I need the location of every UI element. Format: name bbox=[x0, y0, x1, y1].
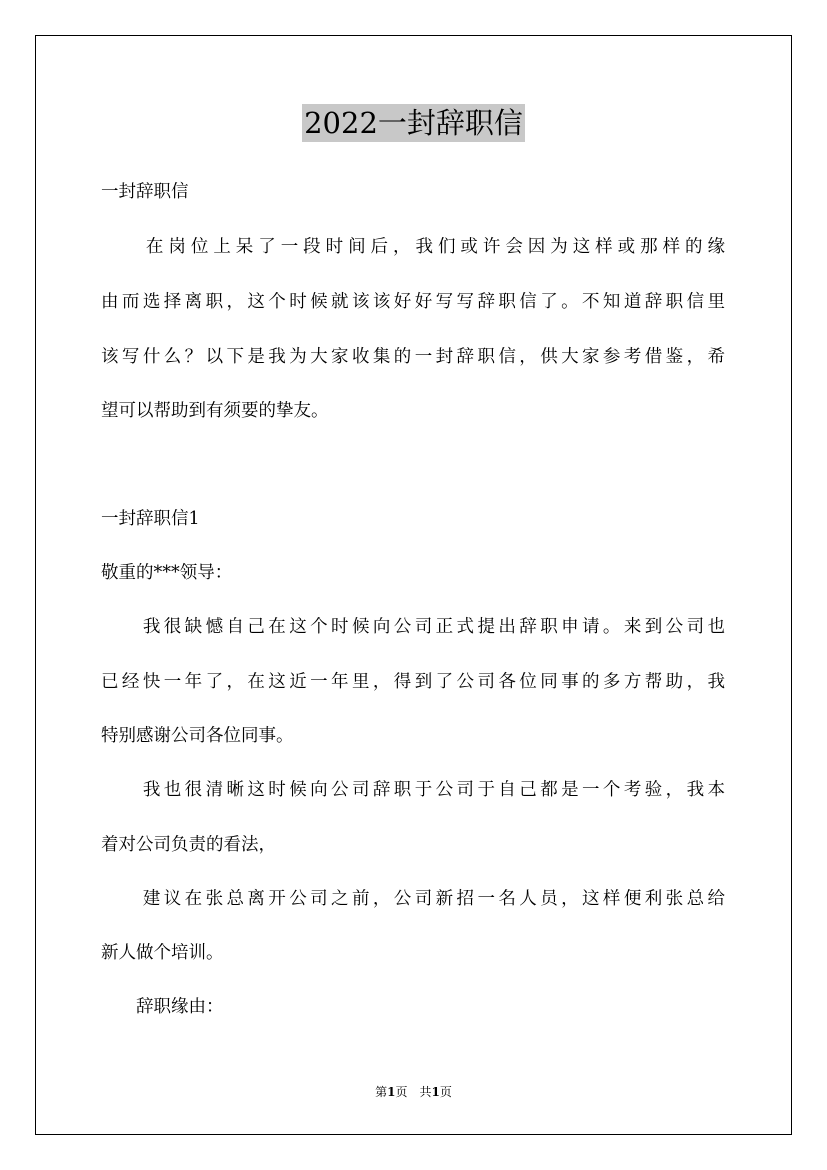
page-footer bbox=[0, 1084, 827, 1100]
intro-line-2: 由而选择离职，这个时候就该该好好写写辞职信了。不知道辞职信里 bbox=[101, 292, 725, 312]
body-line-4: 我也很清晰这时候向公司辞职于公司于自己都是一个考验，我本 bbox=[101, 780, 725, 800]
section-heading: 一封辞职信 bbox=[101, 182, 189, 202]
intro-line-3: 该写什么？以下是我为大家收集的一封辞职信，供大家参考借鉴，希 bbox=[101, 347, 725, 367]
footer-total-pages: 1 bbox=[431, 1085, 440, 1099]
footer-page-suffix: 页 共 bbox=[395, 1085, 432, 1099]
intro-line-1: 在岗位上呆了一段时间后，我们或许会因为这样或那样的缘 bbox=[101, 237, 725, 257]
footer-total-suffix: 页 bbox=[439, 1085, 452, 1099]
body-line-6: 建议在张总离开公司之前，公司新招一名人员，这样便利张总给 bbox=[101, 889, 725, 909]
body-line-7: 新人做个培训。 bbox=[101, 943, 224, 963]
letter-salutation: 敬重的***领导： bbox=[101, 563, 233, 583]
letter-heading: 一封辞职信1 bbox=[101, 509, 200, 529]
body-line-8: 辞职缘由： bbox=[101, 997, 224, 1017]
title-wrap bbox=[0, 104, 827, 142]
footer-page-number: 1 bbox=[387, 1085, 396, 1099]
intro-line-4: 望可以帮助到有须要的挚友。 bbox=[101, 401, 329, 421]
footer-page-prefix: 第 bbox=[375, 1085, 388, 1099]
document-title: 2022一封辞职信 bbox=[304, 106, 523, 140]
body-line-3: 特别感谢公司各位同事。 bbox=[101, 726, 294, 746]
body-line-5: 着对公司负责的看法， bbox=[101, 835, 276, 855]
body-line-1: 我很缺憾自己在这个时候向公司正式提出辞职申请。来到公司也 bbox=[101, 617, 725, 637]
body-line-2: 已经快一年了，在这近一年里，得到了公司各位同事的多方帮助，我 bbox=[101, 672, 725, 692]
